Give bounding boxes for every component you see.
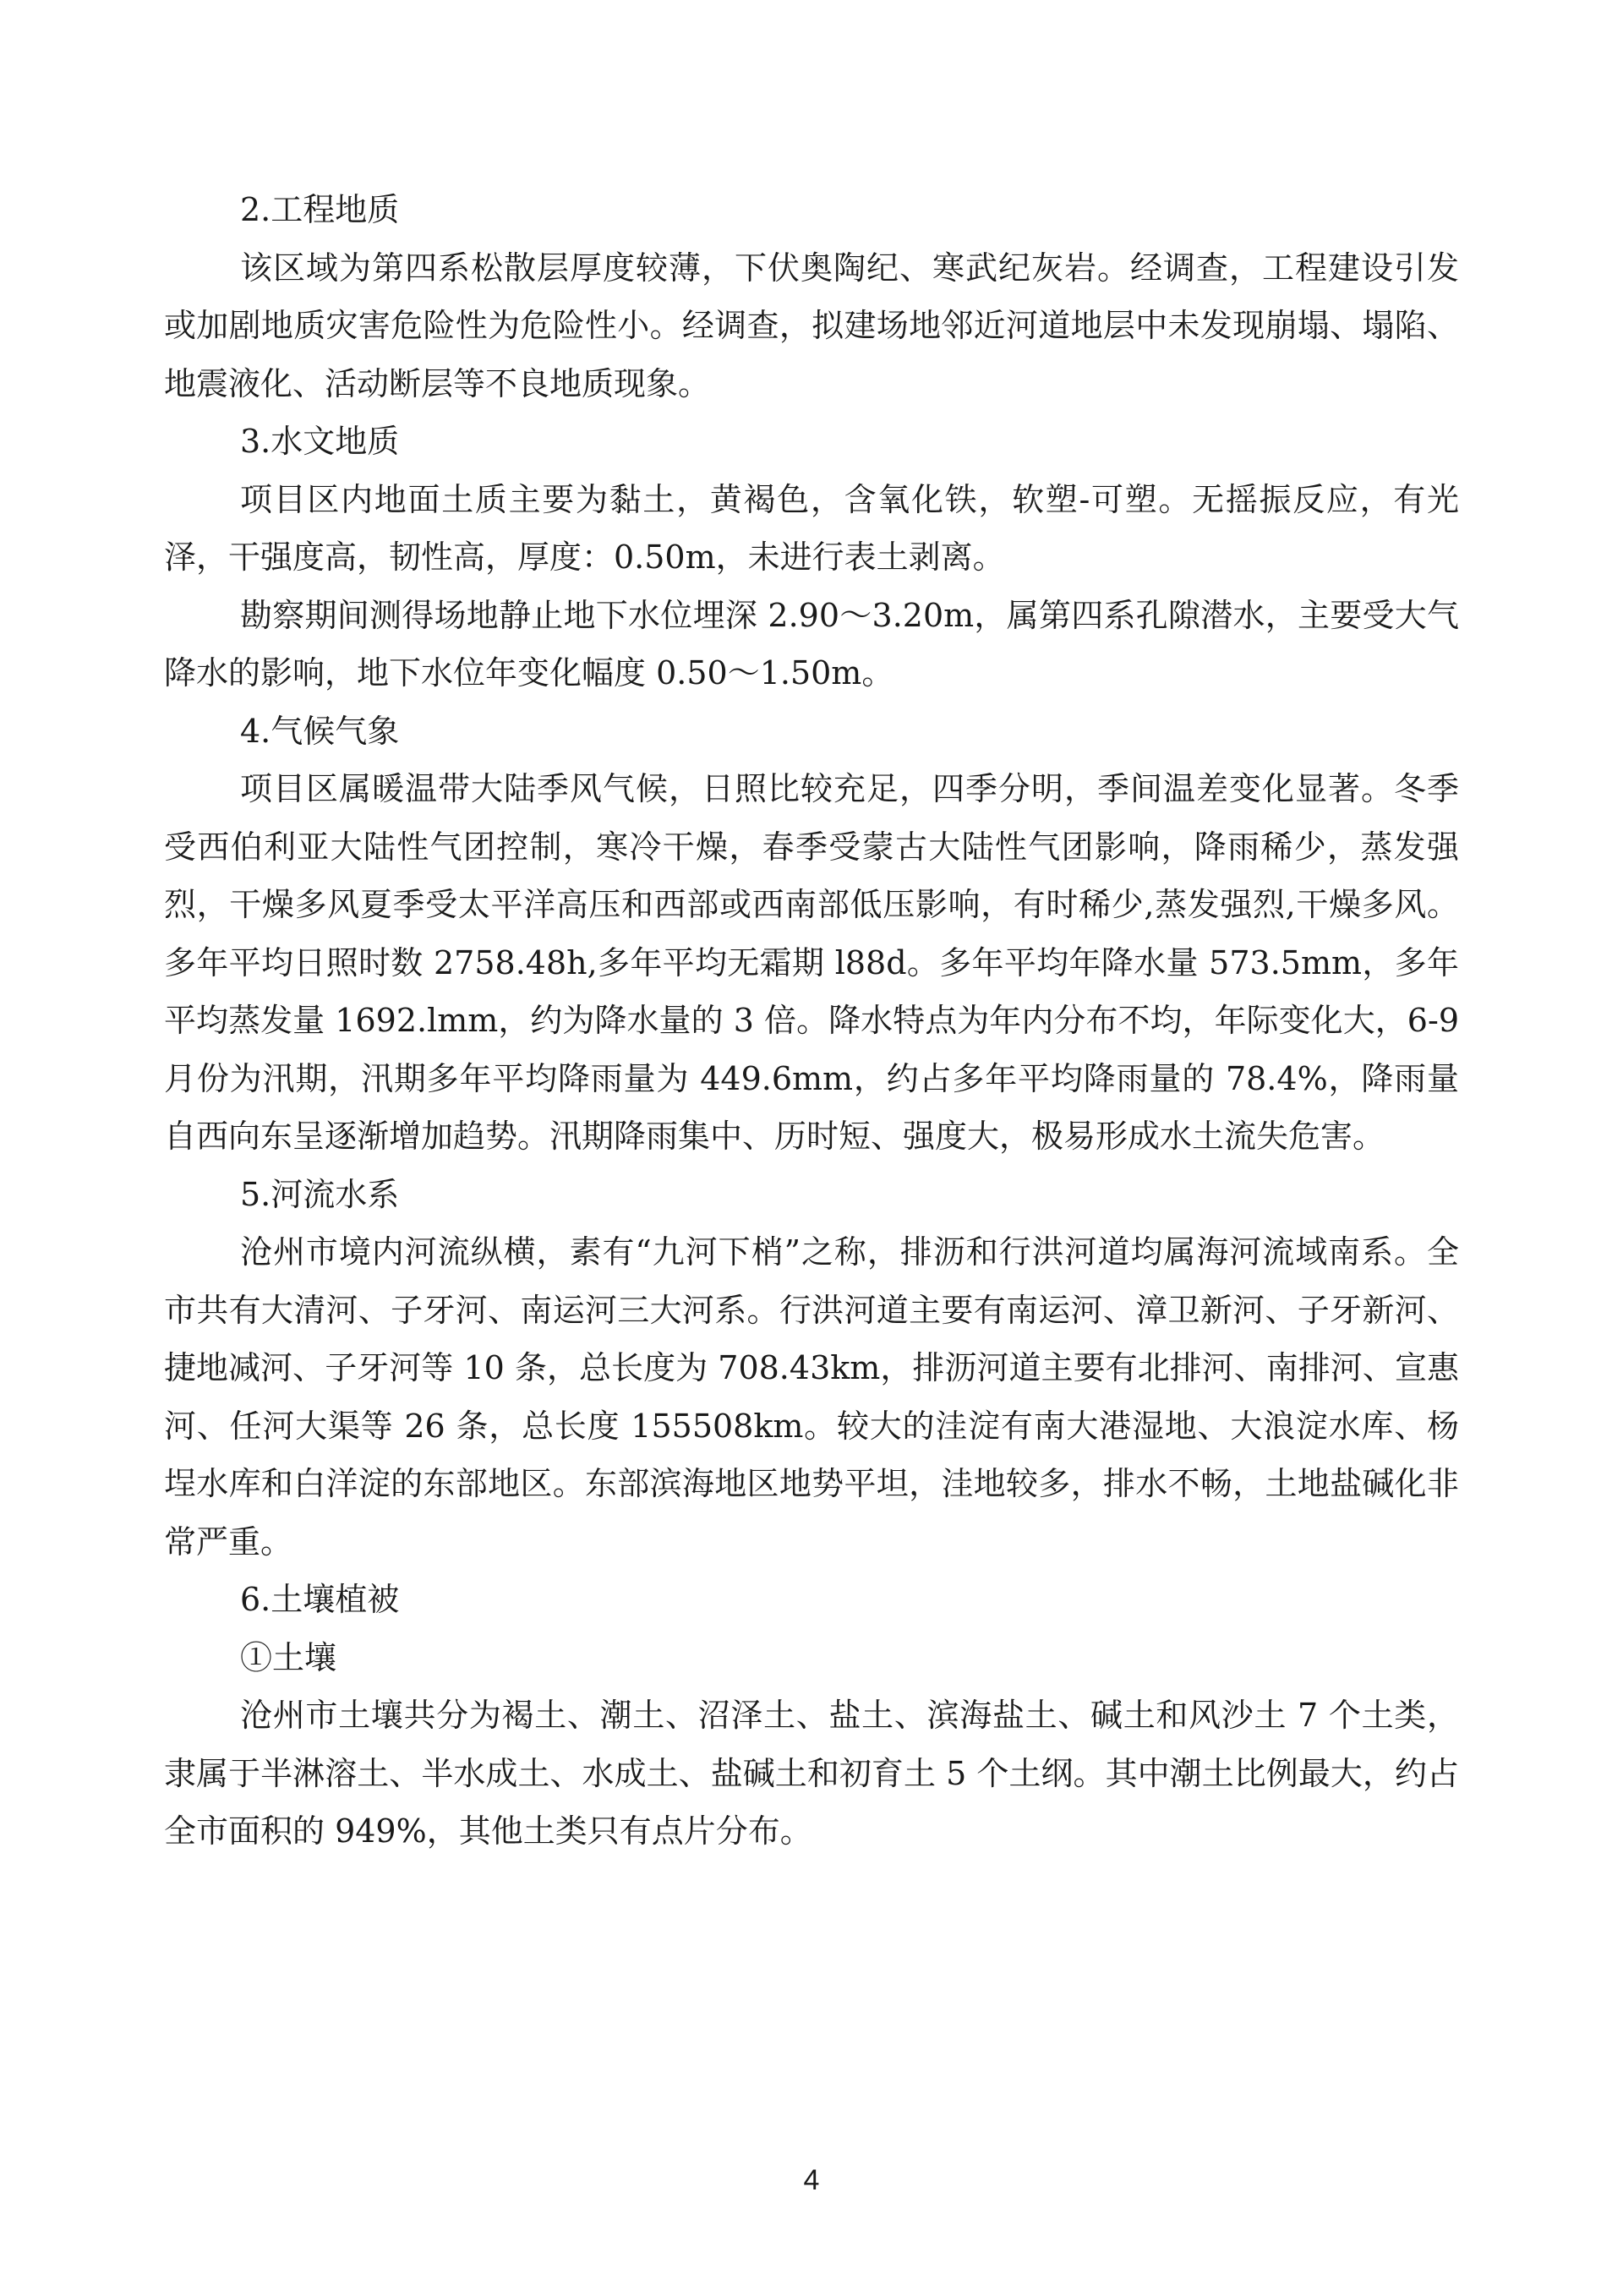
section-heading: 5.河流水系 (240, 1175, 400, 1213)
document-body (164, 181, 1459, 1861)
paragraph: 沧州市境内河流纵横，素有“九河下梢”之称，排沥和行洪河道均属海河流域南系。全市共有大清河、子牙河、南运河三大河系。行洪河道主要有南运河、漳卫新河、子牙新河、捷地减河、子牙河等 10 条，总长度为 708.43km，排沥河道主要有北排河、南排河、宣惠河、任河大渠等 26 条，总长度 155508km。较大的洼淀有南大港湿地、大浪淀水库、杨埕水库和白洋淀的东部地区。东部滨海地区地势平坦，洼地较多，排水不畅，土地盐碱化非常严重。 (164, 1233, 1459, 1561)
paragraph: 勘察期间测得场地静止地下水位埋深 2.90～3.20m，属第四系孔隙潜水，主要受大气降水的影响，地下水位年变化幅度 0.50～1.50m。 (164, 596, 1459, 692)
paragraph: 项目区属暖温带大陆季风气候，日照比较充足，四季分明，季间温差变化显著。冬季受西伯利亚大陆性气团控制，寒冷干燥，春季受蒙古大陆性气团影响，降雨稀少，蒸发强烈，干燥多风夏季受太平洋高压和西部或西南部低压影响，有时稀少,蒸发强烈,干燥多风。多年平均日照时数 2758.48h,多年平均无霜期 l88d。多年平均年降水量 573.5mm，多年平均蒸发量 1692.lmm，约为降水量的 3 倍。降水特点为年内分布不均，年际变化大，6-9 月份为汛期，汛期多年平均降雨量为 449.6mm，约占多年平均降雨量的 78.4%，降雨量自西向东呈逐渐增加趋势。汛期降雨集中、历时短、强度大，极易形成水土流失危害。 (164, 770, 1459, 1155)
section-heading: 3.水文地质 (240, 423, 400, 460)
subsection-heading: ①土壤 (240, 1638, 337, 1676)
section-heading: 2.工程地质 (240, 191, 400, 228)
section-heading: 6.土壤植被 (240, 1581, 400, 1618)
section-heading: 4.气候气象 (240, 712, 400, 750)
paragraph: 项目区内地面土质主要为黏土，黄褐色，含氧化铁，软塑-可塑。无摇振反应，有光泽，干强度高，韧性高，厚度：0.50m，未进行表土剥离。 (164, 480, 1459, 576)
page-number: 4 (803, 2164, 820, 2196)
paragraph: 沧州市土壤共分为褐土、潮土、沼泽土、盐土、滨海盐土、碱土和风沙土 7 个土类，隶属于半淋溶土、半水成土、水成土、盐碱土和初育土 5 个土纲。其中潮土比例最大，约占全市面积的 949%，其他土类只有点片分布。 (164, 1697, 1459, 1850)
paragraph: 该区域为第四系松散层厚度较薄，下伏奥陶纪、寒武纪灰岩。经调查，工程建设引发或加剧地质灾害危险性为危险性小。经调查，拟建场地邻近河道地层中未发现崩塌、塌陷、地震液化、活动断层等不良地质现象。 (164, 249, 1459, 402)
